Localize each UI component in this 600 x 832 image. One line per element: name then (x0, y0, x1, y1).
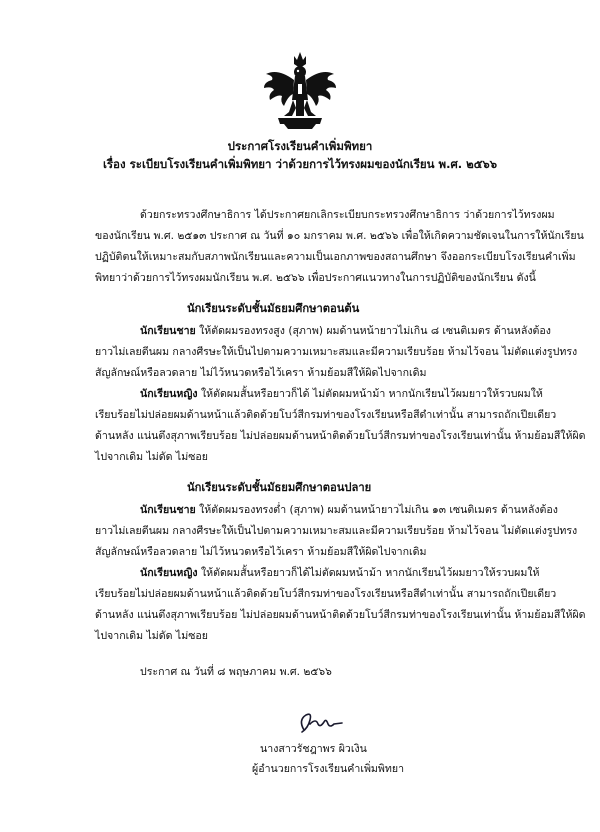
lower-male-text: ให้ตัดผมรองทรงสูง (สุภาพ) ผมด้านหน้ายาวไม่เกิน ๘ เซนติเมตร ด้านหลังต้อง (195, 325, 551, 337)
upper-male-label: นักเรียนชาย (140, 504, 196, 516)
lower-male-rule (140, 324, 551, 338)
intro-line: พิทยาว่าด้วยการไว้ทรงผมนักเรียน พ.ศ. ๒๕๖๖ เพื่อประกาศแนวทางในการปฏิบัติของนักเรียน ดังนี้ (95, 272, 536, 284)
intro-line: ของนักเรียน พ.ศ. ๒๕๑๓ ประกาศ ณ วันที่ ๑๐ มกราคม พ.ศ. ๒๕๖๖ เพื่อให้เกิดความชัดเจนในการให้นักเรียน (95, 230, 584, 242)
rule-line: ด้านหลัง แน่นตึงสุภาพเรียบร้อย ไม่ปล่อยผมด้านหน้าติดด้วยโบว์สีกรมท่าของโรงเรียนเท่านั้น ห้ามย้อมสีให้ผิด (95, 430, 586, 442)
rule-line: เรียบร้อยไม่ปล่อยผมด้านหน้าแล้วติดด้วยโบว์สีกรมท่าของโรงเรียนหรือสีดำเท่านั้น สามารถถักเปียเดียว (95, 588, 557, 600)
upper-male-text: ให้ตัดผมรองทรงต่ำ (สุภาพ) ผมด้านหน้ายาวไม่เกิน ๑๓ เซนติเมตร ด้านหลังต้อง (195, 504, 558, 516)
upper-secondary-heading: นักเรียนระดับชั้นมัธยมศึกษาตอนปลาย (187, 481, 372, 494)
upper-female-text: ให้ตัดผมสั้นหรือยาวก็ได้ไม่ตัดผมหน้าม้า หากนักเรียนไว้ผมยาวให้รวบผมให้ (197, 567, 540, 579)
announcement-subject: เรื่อง ระเบียบโรงเรียนคำเพิ่มพิทยา ว่าด้วยการไว้ทรงผมของนักเรียน พ.ศ. ๒๕๖๖ (102, 157, 498, 171)
rule-line: ไปจากเดิม ไม่ดัด ไม่ซอย (95, 630, 208, 642)
signer-position: ผู้อำนวยการโรงเรียนคำเพิ่มพิทยา (252, 763, 405, 775)
lower-female-rule (140, 387, 543, 401)
intro-line: ปฏิบัติตนให้เหมาะสมกับสภาพนักเรียนและความเป็นเอกภาพของสถานศึกษา จึงออกระเบียบโรงเรียนคำเพิ่ม (95, 251, 576, 263)
handwritten-signature (296, 710, 346, 736)
signer-name: นางสาวรัชฎาพร ผิวเงิน (260, 743, 367, 755)
lower-female-text: ให้ตัดผมสั้นหรือยาวก็ได้ ไม่ตัดผมหน้าม้า หากนักเรียนไว้ผมยาวให้รวบผมให้ (197, 388, 543, 400)
rule-line: สัญลักษณ์หรือลวดลาย ไม่ไว้หนวดหรือไว้เครา ห้ามย้อมสีให้ผิดไปจากเดิม (95, 367, 427, 379)
rule-line: ไปจากเดิม ไม่ดัด ไม่ซอย (95, 451, 208, 463)
upper-female-label: นักเรียนหญิง (140, 567, 198, 579)
rule-line: สัญลักษณ์หรือลวดลาย ไม่ไว้หนวดหรือไว้เครา ห้ามย้อมสีให้ผิดไปจากเดิม (95, 546, 427, 558)
rule-line: ยาวไม่เลยตีนผม กลางศีรษะให้เป็นไปตามความเหมาะสมและมีความเรียบร้อย ห้ามไว้จอน ไม่ตัดแต่งรูปทรง (95, 525, 578, 537)
upper-male-rule (140, 503, 558, 517)
garuda-emblem-icon (262, 50, 338, 130)
announcement-date: ประกาศ ณ วันที่ ๘ พฤษภาคม พ.ศ. ๒๕๖๖ (140, 666, 332, 678)
upper-female-rule (140, 566, 540, 580)
intro-line: ด้วยกระทรวงศึกษาธิการ ได้ประกาศยกเลิกระเบียบกระทรวงศึกษาธิการ ว่าด้วยการไว้ทรงผม (140, 209, 555, 221)
lower-secondary-heading: นักเรียนระดับชั้นมัธยมศึกษาตอนต้น (187, 302, 360, 315)
rule-line: ยาวไม่เลยตีนผม กลางศีรษะให้เป็นไปตามความเหมาะสมและมีความเรียบร้อย ห้ามไว้จอน ไม่ตัดแต่งรูปทรง (95, 346, 578, 358)
lower-male-label: นักเรียนชาย (140, 325, 196, 337)
announcement-title: ประกาศโรงเรียนคำเพิ่มพิทยา (227, 139, 373, 153)
lower-female-label: นักเรียนหญิง (140, 388, 198, 400)
rule-line: เรียบร้อยไม่ปล่อยผมด้านหน้าแล้วติดด้วยโบว์สีกรมท่าของโรงเรียนหรือสีดำเท่านั้น สามารถถักเปียเดียว (95, 409, 557, 421)
rule-line: ด้านหลัง แน่นตึงสุภาพเรียบร้อย ไม่ปล่อยผมด้านหน้าติดด้วยโบว์สีกรมท่าของโรงเรียนเท่านั้น ห้ามย้อมสีให้ผิด (95, 609, 586, 621)
